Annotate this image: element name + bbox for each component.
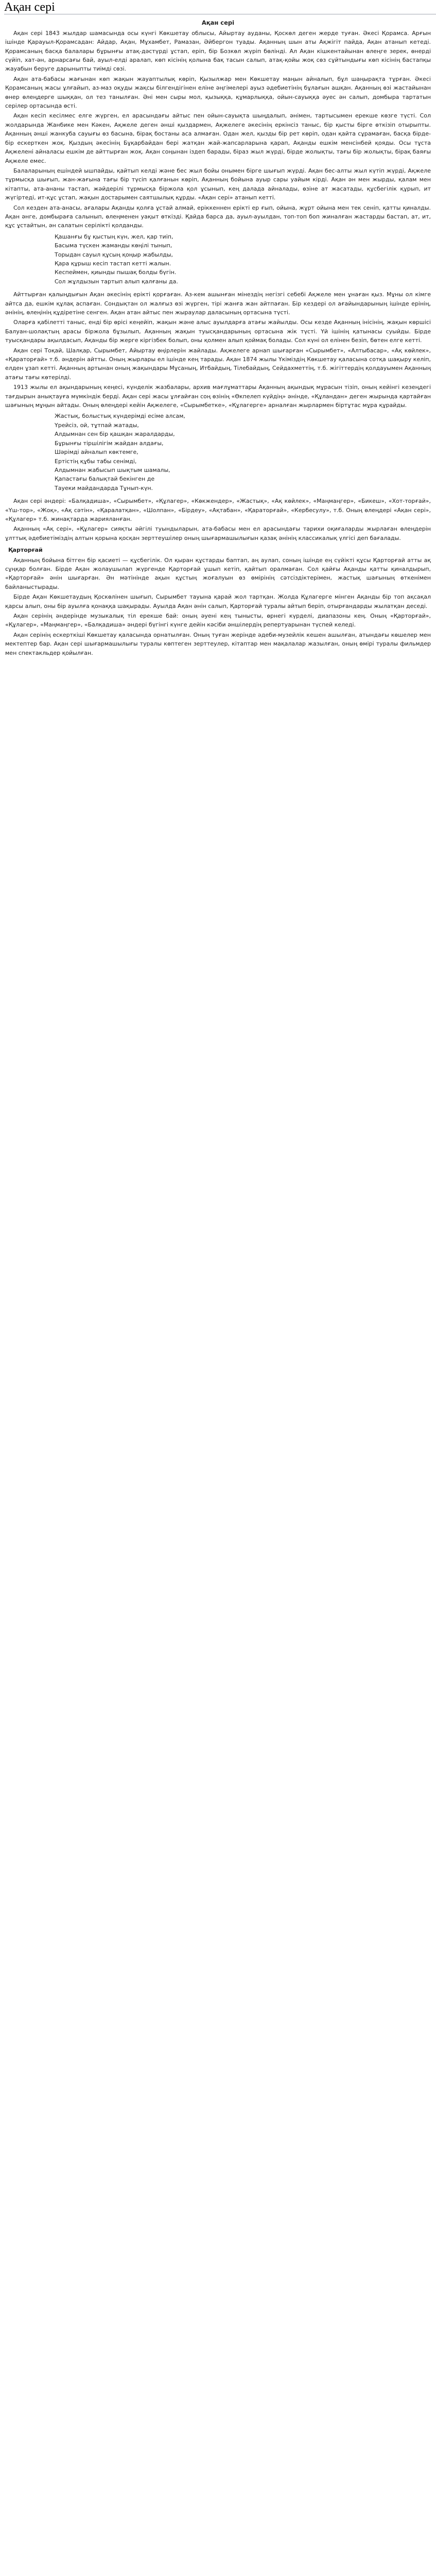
subsection-paragraph: Ақанның бойына бітген бір қасиеті — құсбегілік. Ол қыран құстарды баптап, аң аулап, соның ішінде ең сүйікті құсы Қарторғай атты ақ сұңқар болған. Бірде Ақан жолаушылап жүргенде Қарторғай ұшып кетіп, қайтып оралмаған. Сол қайғы Ақанды қатты қиналдырып, «Қарторғай» әнін шығарған. Ән мәтінінде ақын құстың жоғалуын өз өмірінің сәтсіздіктерімен, жастық шағының өткенімен байланыстырады. (5, 556, 431, 590)
subsection-paragraph: Ақан серінің ескерткіші Көкшетау қаласында орнатылған. Оның туған жерінде әдеби-музейлік кешен ашылған, атындағы көшелер мен мектептер бар. Ақан сері шығармашылығы туралы көптеген зерттеулер, кітаптар мен мақалалар жазылған, оның өмірі туралы фильмдер мен спектакльдер қойылған. (5, 631, 431, 656)
intro-paragraph: Ақан сері 1843 жылдар шамасында осы күнгі Көкшетау облысы, Айыртау ауданы, Қоскөл деген жерде туған. Әкесі Қорамса. Арғын ішінде Қарауыл-Қорамсадан: Айдар, Ақан, Мұхамбет, Рамазан, Әйбергон туады. Ақанның шын аты Ақжігіт пайда, Ақан атанып кетеді. Қорамсаның басқа балалары бұрынғы атақ-дәстүрді ұстап, еріп, бір Бозкөл жүріп бөлінді. Ал Ақан кішкентайынан өлеңге зерек, өнерді сүйіп, хат-ән, арнарсағы бай, ауыл-елді аралап, көп кісінің қолына бақ тасын салып, атақ-қойы жоқ сөз сұйтындығы көп кісінің бастапқы жауабын беруге дарыныпты тиімді сөзі. (5, 29, 431, 73)
verse-line: Бұрынғы тіршілігім жайдан алдағы, (55, 439, 164, 447)
body-paragraph: Айттырған қалыңдығын Ақан әкесінің ерікті қорғаған. Аз-кем ашынған мінездің негізгі себебі Ақжеле мен ұнаған қыз. Мұны ол кімге айтса да, ешкім құлақ аспаған. Сондықтан ол жалғыз өзі жүрген, тірі жанға жан айтпаған. Бір кездері ол ағайындарының ішінде ерінің, әнінің, өлеңінің құдіретіне сенген. Ақан атан айтыс пен жыраулар даласының ортасына түсті. (5, 291, 431, 316)
intro-paragraph: Балаларының ешіндей ышпайды, қайтып келді және бес жыл бойы онымен бірге шығып жүрді. Ақан бес-алты жыл күтіп жүрді, Ақжеле тұрмысқа шығып, жан-жағына тағы бір түсіп қалғанын көріп, Ақанның бойына ауыр сары уайым кірді. Ақан ән мен жырды, қалам мен кітапты, ата-ананы тастап, жәйдерілі тұрмысқа біржола қол ұсынып, кең далада айналады, өзіне ат жасатады, құсбегілік құрып, ит жүгіртеді, ит-құс ұстап, жақын достарымен саятшылық құрды. «Ақан сері» атанып кетті. (5, 167, 431, 201)
intro-paragraph: Ақан кесіп кесілмес елге жүрген, ел арасындағы айтыс пен ойын-сауықта шыңдалып, әнімен, тартысымен ерекше көзге түсті. Сол жолдарында Жанбике мен Кәкен, Ақжеле деген әнші қыздармен, Ақжелеге әкесінің еркінсіз таныс, бір қысты бірге өткізіп отырыпты. Ақанның әнші жанкуба сауығы өз басына, бірақ бостаны аса алмаған. Одан жел, қызды бір рет көріп, одан қайта сұрамаған, басқа бірде-бір ескерткен жоқ. Қыздың әкесінің Бұқарбайдан бері жатқан жай-жапсарларына қарап, Ақанды ешкім менсінбей қояды. Осы тұста Ақжелені айналасы ешкім де айттырған жоқ. Ақан соңынан іздеп барады, біраз жыл жүрді, бірде жолықты, тағы бір жолықты, бірақ баяғы Ақжеле емес. (5, 112, 431, 164)
verse-block (55, 232, 431, 286)
intro-paragraph: Ақан ата-бабасы жағынан көп жақын жауаптылық көріп, Қызылжар мен Көкшетау маңын айналып, бұл шаңырақта тұрған. Әкесі Қорамсаның жасы ұлғайып, аз-маз оқуды жақсы білгендігінен еліне әңгімелері ауыз әдебиетінің бұлағын ашқан. Ақанның өзі жастайынан өнер өлеңдерге шыққан, ол тез танылған. Әні мен сыры мол, қызыққа, құмарлыққа, ойын-сауыққа әуес ән салып, домбыра тартатын серілер ортасында өсті. (5, 75, 431, 110)
subsection-heading: Қарторғай (8, 547, 43, 554)
verse-line: Шәрімді айналып көктемге, (55, 449, 138, 456)
verse-line: Кеспеймен, қиынды пышақ болды бүгін. (55, 269, 177, 276)
page-title: Ақан сері (4, 3, 436, 14)
verse-line: Сол жұлдызын тартып алып қалғаны да. (55, 278, 178, 285)
verse-line: Үрейсіз, ой, тұтпай жатады, (55, 421, 139, 429)
intro-paragraph: Сол кезден ата-анасы, ағалары Ақанды қолға ұстай алмай, еріккеннен ерікті ер ғып, ойына, жұрт ойына мен тек сеніп, қатты қиналды. Ақан әнге, домбыраға салынып, өлеңменен уақыт өткізді. Қайда барса да, ауыл-ауылдан, топ-топ боп жиналған жастарды бастап, ат, ит, құс ұстайтын, ән салатын серілікті қолданды. (5, 204, 431, 229)
verse-line: Торыдан сауыл құсың қоңыр жабылды, (55, 251, 173, 258)
verse-line: Ертістің құбы табы сенімді, (55, 457, 137, 465)
article-body (0, 14, 436, 657)
body-paragraph: Ақан сері Тоқай, Шалқар, Сырымбет, Айыртау өңірлерін жайлады. Ақжелеге арнап шығарған «Сырымбет», «Алтыбасар», «Ақ көйлек», «Қараторғай» т.б. әндерін айтты. Оның жырлары ел ішінде кең тарады. Ақан 1874 жылы Үкіміздің Көкшетау қаласына сотқа шақыру келіп, елден ұзап кетті. Ақанның артынан оның жақындары Мұсаның, Итбайдың, Тілебайдың, Сейдахметтің, т.б. жігіттердің қолдауымен Ақанның атағы тағы көтерілді. (5, 347, 431, 381)
verse-line: Алдымнан сен бір қашқан жаралдарды, (55, 431, 175, 438)
body-paragraph: 1913 жылы ел ақындарының кеңесі, күнделік жазбалары, архив мағлұматтары Ақанның ақындық мұрасын тізіп, оның кейінгі кезеңдегі тағдырын анықтауға мүмкіндік берді. Ақан сері жасы ұлғайған соң өзінің «Өкпелеп күйдің» әнінде, «Құландан» деген жырында қартайған шағының мұңын айтады. Оның өлеңдері кейін Ақжелеге, «Сырымбетке», «Құлагерге» арналған жырлармен біртұтас мұра құрайды. (5, 384, 431, 409)
subsection-paragraph: Бірде Ақан Көкшетаудың Қоскөлінен шығып, Сырымбет тауына қарай жол тартқан. Жолда Құлагерге мінген Ақанды бір топ ақсақал қарсы алып, оны бір ауылға қонаққа шақырады. Ауылда Ақан әнін салып, Қарторғай туралы айтып беріп, отырғандарды жылатқан деседі. (5, 594, 431, 609)
body-paragraph: Оларға қабілетті таныс, енді бір өрісі кеңейіп, жақын және алыс ауылдарға атағы жайылды. Осы кезде Ақанның інісінің, жақын көршісі Балуан-шолақтың арасы біржола бұзылып, Ақанның жақын туысқандарының ортасына жік түсті. Үй ішінің қатынасы суыйды. Бірде туысқандары ақылдасып, Ақанды бір жерге кіргізбек болып, оны қолмен алып қоймақ болады. Сол күні ол елінен безіп, бөтен елге кетті. (5, 319, 431, 344)
verse-line: Қара құрыш кесіп тастап кетті жалын. (55, 260, 171, 267)
verse-line: Басыма түскен жаманды көңілі тынып, (55, 242, 172, 249)
body-paragraph: Ақан сері әндері: «Балқадиша», «Сырымбет», «Құлагер», «Көкжендер», «Жастық», «Ақ көйлек», «Маңмаңгер», «Бикеш», «Хот-торғай», «Үш-тор», «Жоқ», «Ақ сәтін», «Қаралатқан», «Шолпан», «Бірдеу», «Ақтабан», «Қараторғай», «Кербесулу», т.б. Оның өлеңдері «Ақан сері», «Құлагер» т.б. жинақтарда жарияланған. (5, 498, 431, 522)
verse-line: Жастық, болыстық күндерімді есіме алсам, (55, 413, 185, 420)
verse-line: Тауеки майдандарда Тұнып-күн. (55, 484, 153, 492)
article-heading: Ақан сері (201, 19, 235, 27)
verse-line: Қапастағы балықтай бекінген де (55, 476, 155, 483)
verse-line: Алдымнан жабысып шықтым шамалы, (55, 466, 170, 473)
body-paragraph: Ақанның «Ақ сері», «Құлагер» сияқты әйгілі туындыларын, ата-бабасы мен ел арасындағы тарихи оқиғаларды жырлаған өлеңдерін ұлттық әдебиетіміздің алтын қорына қосқан зерттеушілер оның шығармашылығын қазақ әнінің классикалық үлгісі деп бағалады. (5, 526, 431, 541)
subsection-paragraph: Ақан серінің әндерінде музыкалық тіл ерекше бай: оның әуені кең тынысты, өрнегі күрделі, диапазоны кең. Оның «Қарторғай», «Құлагер», «Маңмаңгер», «Балқадиша» әндері бүгінгі күнге дейін кәсіби әншілердің репертуарынан түспей келеді. (5, 613, 431, 629)
verse-block (55, 412, 431, 493)
verse-line: Қашанғы бұ қыстың күн, жел, қар тиіп, (55, 233, 173, 240)
